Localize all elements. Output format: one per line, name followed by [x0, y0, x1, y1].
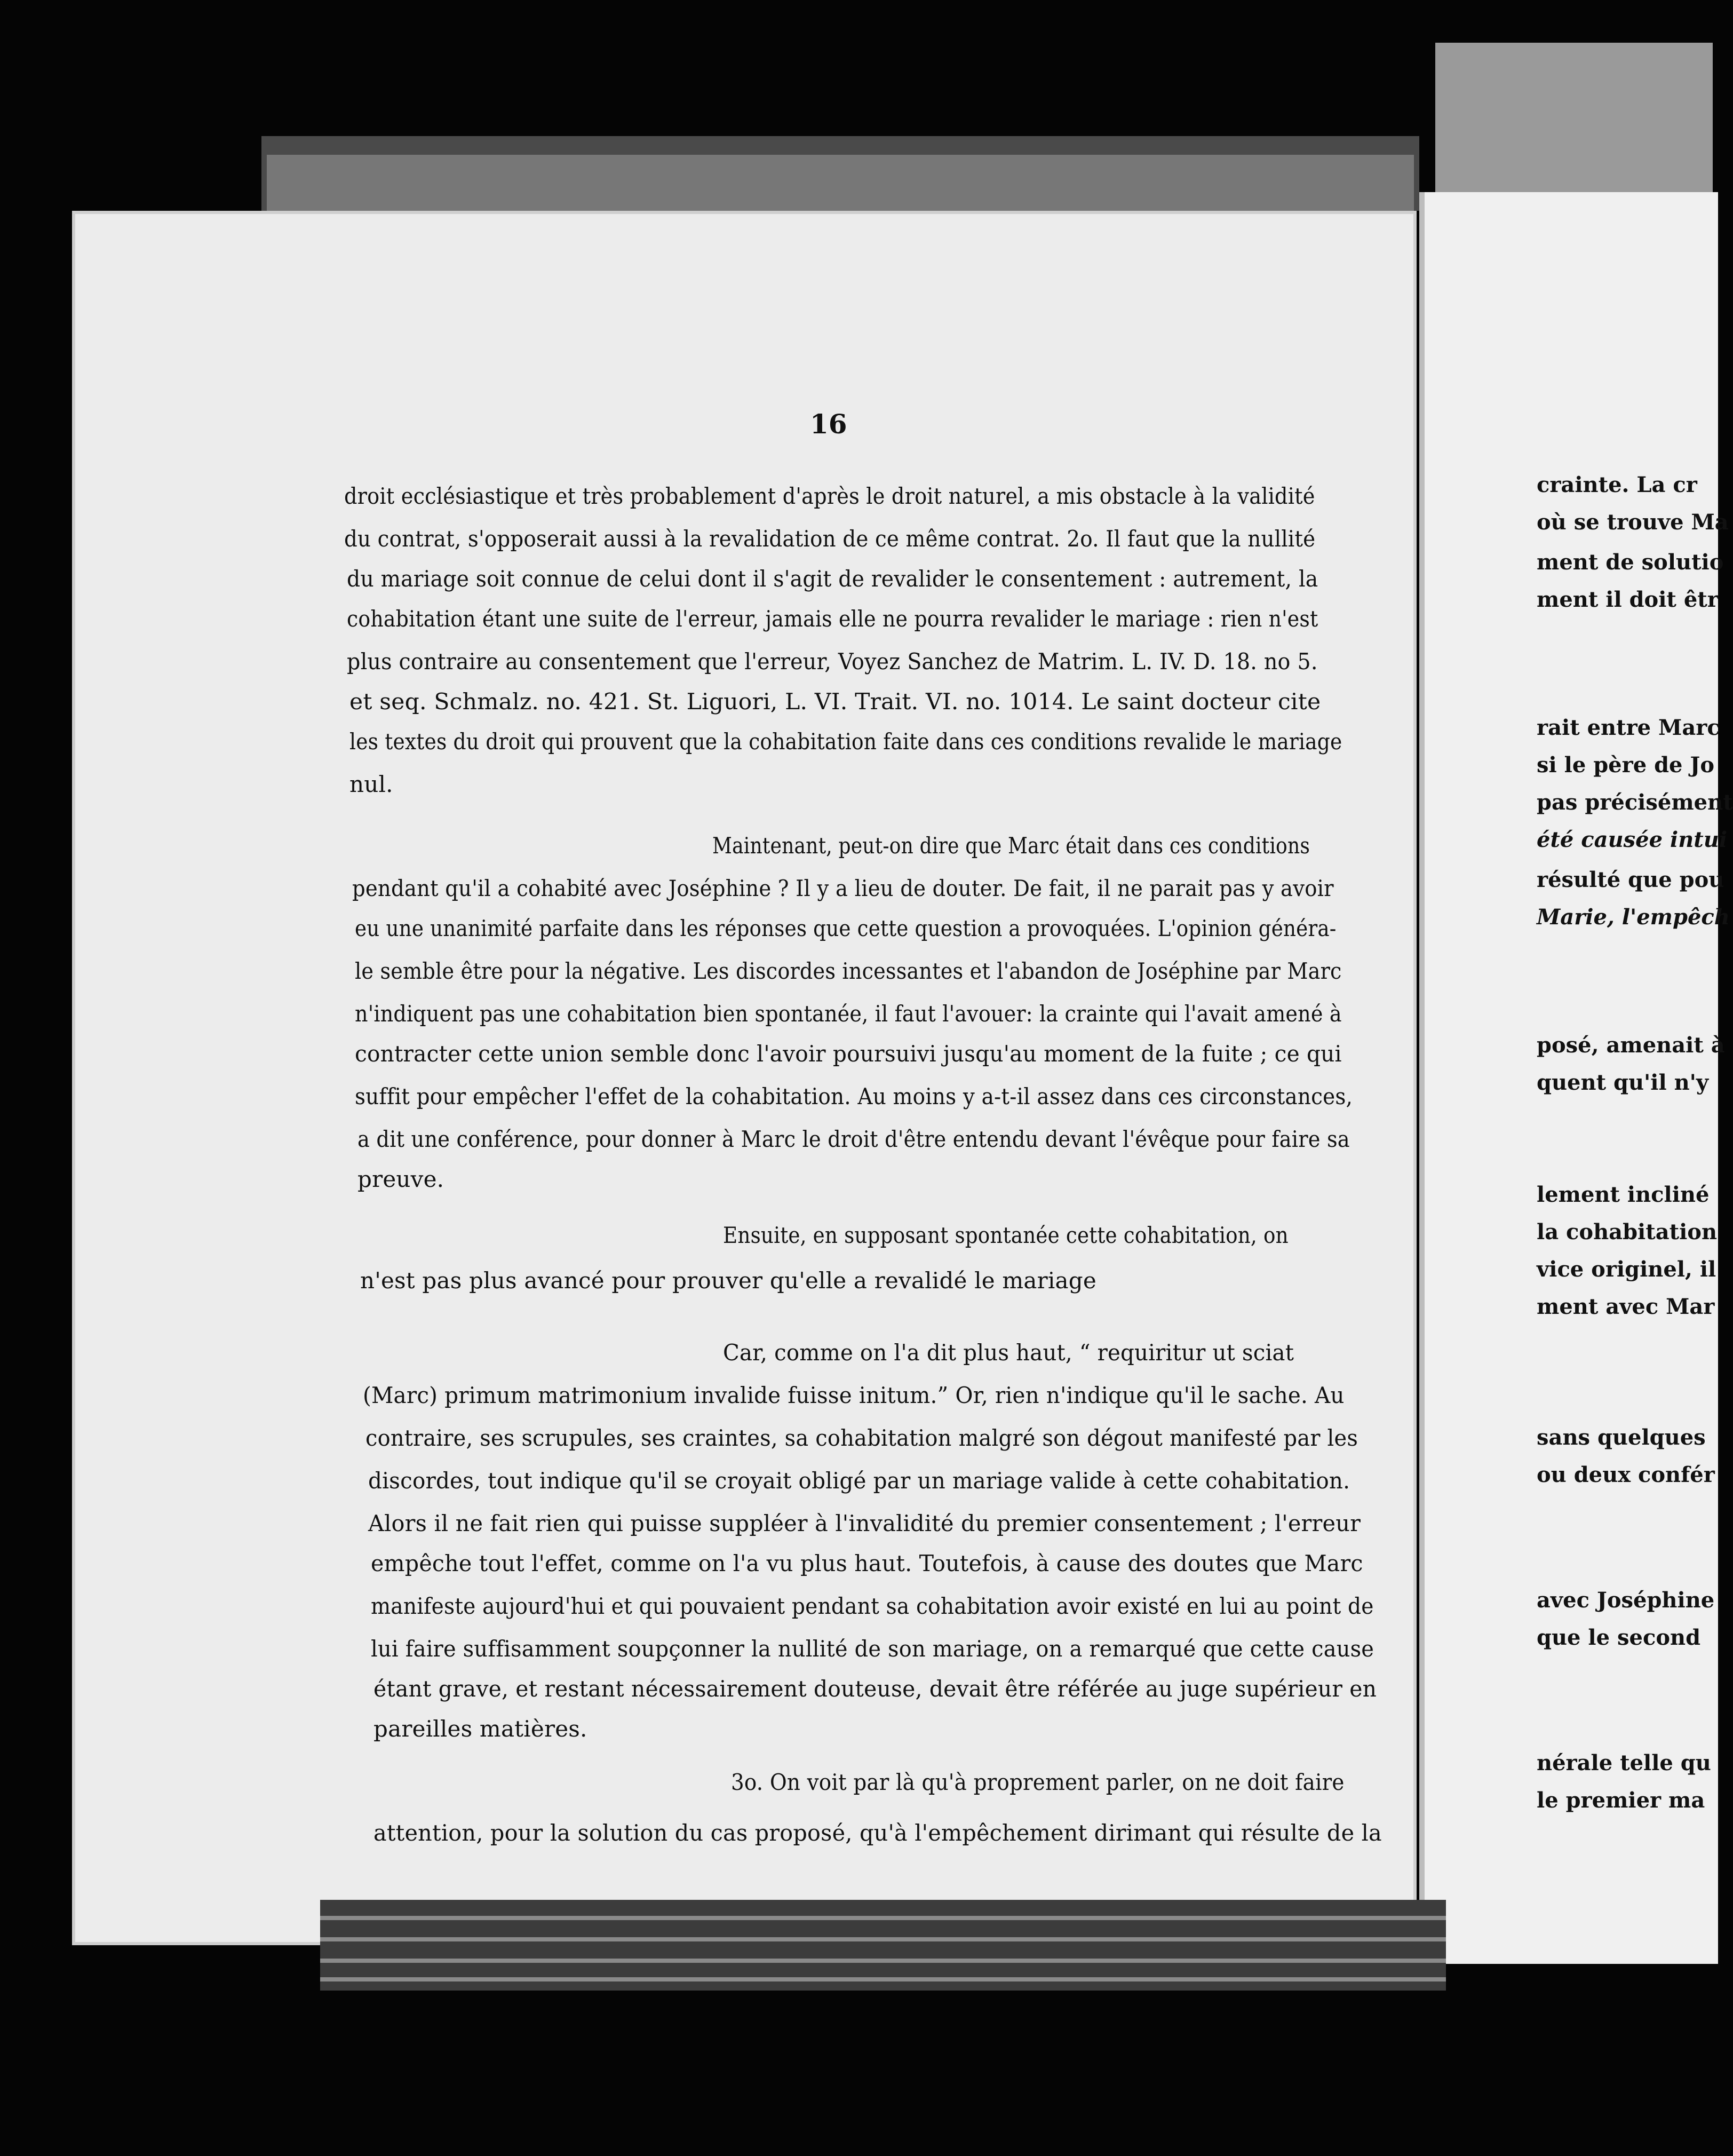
text-line: nul. [349, 771, 393, 797]
text-line: a dit une conférence, pour donner à Marc le droit d'être entendu devant l'évêque pour faire sa [357, 1126, 1350, 1152]
text-line: droit ecclésiastique et très probablement d'après le droit naturel, a mis obstacle à la validité [344, 483, 1315, 509]
right-page-text-line: ou deux confér [1537, 1462, 1715, 1487]
right-page-text-line: si le père de Jo [1537, 752, 1715, 778]
page-edge-line [320, 1959, 1446, 1963]
page-edge-line [320, 1977, 1446, 1981]
right-page-text-line: que le second [1537, 1625, 1701, 1650]
text-line: (Marc) primum matrimonium invalide fuisse initum.” Or, rien n'indique qu'il le sache. Au [363, 1382, 1345, 1408]
text-line: manifeste aujourd'hui et qui pouvaient pendant sa cohabitation avoir existé en lui au point de [371, 1593, 1374, 1619]
right-page-text-line: crainte. La cr [1537, 472, 1697, 497]
text-line: lui faire suffisamment soupçonner la nullité de son mariage, on a remarqué que cette cause [371, 1636, 1374, 1662]
text-line: étant grave, et restant nécessairement douteuse, devait être référée au juge supérieur en [373, 1676, 1377, 1702]
right-page-text-line: le premier ma [1537, 1788, 1705, 1813]
right-page-text-line: lement incliné [1537, 1182, 1710, 1207]
page-number: 16 [810, 408, 847, 440]
text-line: plus contraire au consentement que l'erreur, Voyez Sanchez de Matrim. L. IV. D. 18. no 5. [347, 648, 1318, 675]
text-line: les textes du droit qui prouvent que la cohabitation faite dans ces conditions revalide le mariage [349, 728, 1342, 755]
text-line: empêche tout l'effet, comme on l'a vu plus haut. Toutefois, à cause des doutes que Marc [371, 1550, 1363, 1576]
right-page-top-edge [1435, 43, 1713, 203]
text-line: n'est pas plus avancé pour prouver qu'elle a revalidé le mariage [360, 1267, 1096, 1294]
text-line: cohabitation étant une suite de l'erreur, jamais elle ne pourra revalider le mariage : rien n'est [347, 606, 1318, 632]
page-stack-edge-light [267, 155, 1414, 213]
text-line: Ensuite, en supposant spontanée cette cohabitation, on [723, 1222, 1289, 1248]
text-line: pendant qu'il a cohabité avec Joséphine ? Il y a lieu de douter. De fait, il ne parait pas y avoir [352, 875, 1334, 901]
right-page-text-line: vice originel, il [1537, 1257, 1716, 1282]
right-page-text-line: Marie, l'empêch [1537, 905, 1730, 930]
text-line: pareilles matières. [373, 1716, 587, 1742]
right-page-text-line: quent qu'il n'y [1537, 1070, 1709, 1095]
right-page-text-line: pas précisément [1537, 790, 1733, 815]
right-page-text-line: été causée intui [1537, 827, 1728, 852]
text-line: le semble être pour la négative. Les discordes incessantes et l'abandon de Joséphine par Marc [355, 958, 1342, 984]
page-stack-bottom [320, 1900, 1446, 1991]
page-edge-line [320, 1916, 1446, 1920]
text-line: preuve. [357, 1166, 444, 1192]
right-page-text-line: où se trouve Ma [1537, 510, 1729, 535]
right-page-text-line: ment avec Mar [1537, 1294, 1715, 1319]
right-page-text-line: la cohabitation [1537, 1219, 1718, 1245]
text-line: contracter cette union semble donc l'avoir poursuivi jusqu'au moment de la fuite ; ce qui [355, 1041, 1342, 1067]
text-line: Car, comme on l'a dit plus haut, “ requiritur ut sciat [723, 1339, 1294, 1366]
text-line: du mariage soit connue de celui dont il s'agit de revalider le consentement : autrement, la [347, 566, 1318, 592]
right-page-text-line: ment il doit êtr [1537, 587, 1719, 612]
text-line: eu une unanimité parfaite dans les réponses que cette question a provoquées. L'opinion généra- [355, 915, 1337, 941]
text-line: contraire, ses scrupules, ses craintes, sa cohabitation malgré son dégout manifesté par les [365, 1425, 1358, 1451]
page-edge-line [320, 1937, 1446, 1941]
right-page-text-line: nérale telle qu [1537, 1750, 1711, 1775]
right-page-text-line: ment de solutio [1537, 550, 1724, 575]
text-line: n'indiquent pas une cohabitation bien spontanée, il faut l'avouer: la crainte qui l'avait amené à [355, 1001, 1342, 1027]
right-page-text-line: avec Joséphine [1537, 1588, 1715, 1613]
text-line: Alors il ne fait rien qui puisse suppléer à l'invalidité du premier consentement ; l'erreur [368, 1510, 1361, 1536]
text-line: discordes, tout indique qu'il se croyait obligé par un mariage valide à cette cohabitation. [368, 1468, 1350, 1494]
text-line: Maintenant, peut-on dire que Marc était dans ces conditions [712, 833, 1310, 859]
right-page-text-line: résulté que pou [1537, 867, 1724, 892]
text-line: suffit pour empêcher l'effet de la cohabitation. Au moins y a-t-il assez dans ces circonstances, [355, 1083, 1353, 1109]
right-page-text-line: rait entre Marc [1537, 715, 1720, 740]
text-line: du contrat, s'opposerait aussi à la revalidation de ce même contrat. 2o. Il faut que la nullité [344, 526, 1316, 552]
text-line: et seq. Schmalz. no. 421. St. Liguori, L. VI. Trait. VI. no. 1014. Le saint docteur cite [349, 688, 1321, 715]
right-page-text-line: posé, amenait à [1537, 1033, 1725, 1058]
text-line: attention, pour la solution du cas proposé, qu'à l'empêchement dirimant qui résulte de la [373, 1820, 1382, 1846]
text-line: 3o. On voit par là qu'à proprement parler, on ne doit faire [731, 1769, 1345, 1795]
right-page-text-line: sans quelques [1537, 1425, 1706, 1450]
